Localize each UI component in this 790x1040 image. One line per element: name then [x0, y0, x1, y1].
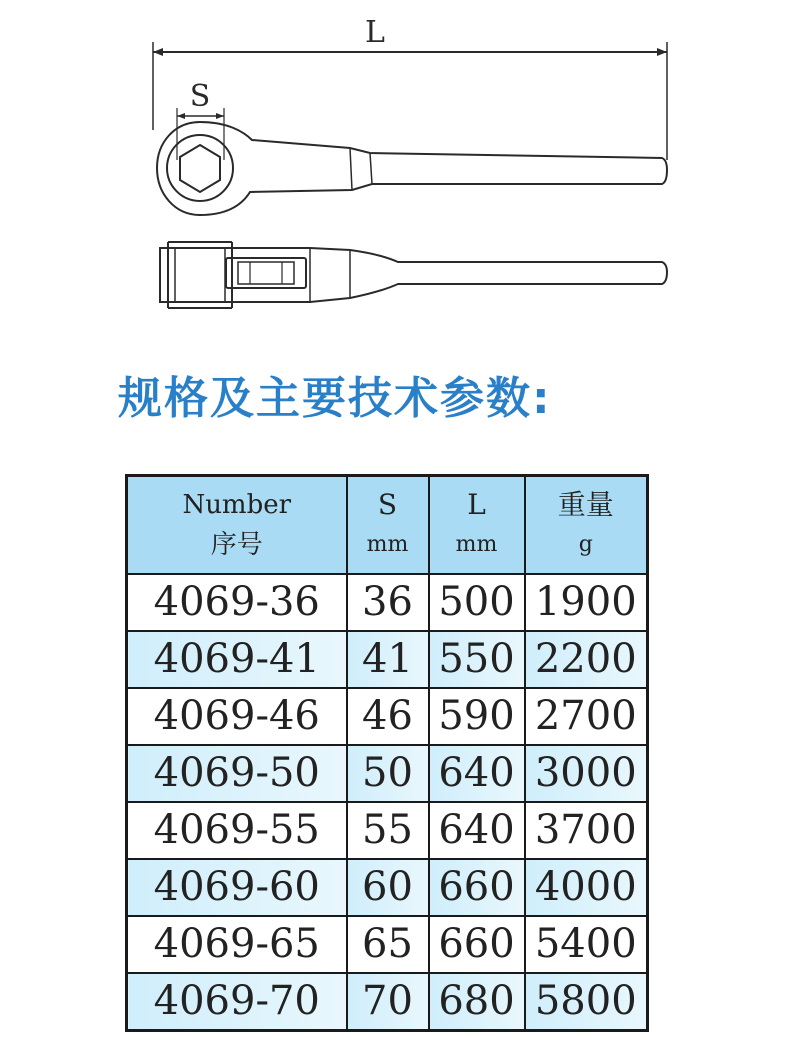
header-number [127, 476, 347, 575]
cell-s: 46 [347, 688, 429, 745]
table-row [127, 745, 648, 802]
cell-l: 660 [429, 916, 525, 973]
cell-weight: 5800 [525, 973, 648, 1031]
spec-heading: 规格及主要技术参数: [118, 373, 552, 424]
cell-s: 70 [347, 973, 429, 1031]
table-row [127, 688, 648, 745]
dimension-label-L: L [365, 15, 385, 50]
header-weight [525, 476, 648, 575]
table-row [127, 916, 648, 973]
header-weight-label: 重量 [557, 488, 614, 521]
cell-weight: 3000 [525, 745, 648, 802]
cell-weight: 1900 [525, 574, 648, 631]
cell-weight: 4000 [525, 859, 648, 916]
table-row [127, 802, 648, 859]
cell-l: 550 [429, 631, 525, 688]
cell-l: 590 [429, 688, 525, 745]
header-s [347, 476, 429, 575]
wrench-technical-drawing [0, 0, 790, 340]
cell-l: 640 [429, 745, 525, 802]
cell-weight: 2700 [525, 688, 648, 745]
cell-number: 4069-55 [127, 802, 347, 859]
cell-l: 640 [429, 802, 525, 859]
cell-weight: 2200 [525, 631, 648, 688]
cell-number: 4069-60 [127, 859, 347, 916]
spec-table [125, 474, 649, 1032]
cell-s: 36 [347, 574, 429, 631]
cell-l: 680 [429, 973, 525, 1031]
cell-number: 4069-65 [127, 916, 347, 973]
header-number-cn: 序号 [210, 530, 263, 560]
header-weight-unit: g [578, 532, 593, 557]
cell-s: 55 [347, 802, 429, 859]
header-number-en: Number [182, 490, 292, 520]
cell-weight: 5400 [525, 916, 648, 973]
cell-s: 41 [347, 631, 429, 688]
header-s-label: S [377, 488, 398, 521]
dimension-label-S: S [189, 79, 211, 114]
cell-l: 500 [429, 574, 525, 631]
cell-weight: 3700 [525, 802, 648, 859]
wrench-top-view [157, 122, 667, 215]
cell-number: 4069-41 [127, 631, 347, 688]
cell-l: 660 [429, 859, 525, 916]
cell-number: 4069-36 [127, 574, 347, 631]
table-row [127, 574, 648, 631]
header-l-unit: mm [455, 532, 498, 557]
header-s-unit: mm [366, 532, 409, 557]
table-row [127, 859, 648, 916]
header-l [429, 476, 525, 575]
wrench-side-view [160, 242, 667, 308]
header-l-label: L [467, 488, 486, 521]
cell-s: 65 [347, 916, 429, 973]
cell-number: 4069-46 [127, 688, 347, 745]
table-header-row [127, 476, 648, 575]
cell-number: 4069-50 [127, 745, 347, 802]
table-row [127, 631, 648, 688]
cell-s: 60 [347, 859, 429, 916]
cell-number: 4069-70 [127, 973, 347, 1031]
table-row [127, 973, 648, 1031]
cell-s: 50 [347, 745, 429, 802]
